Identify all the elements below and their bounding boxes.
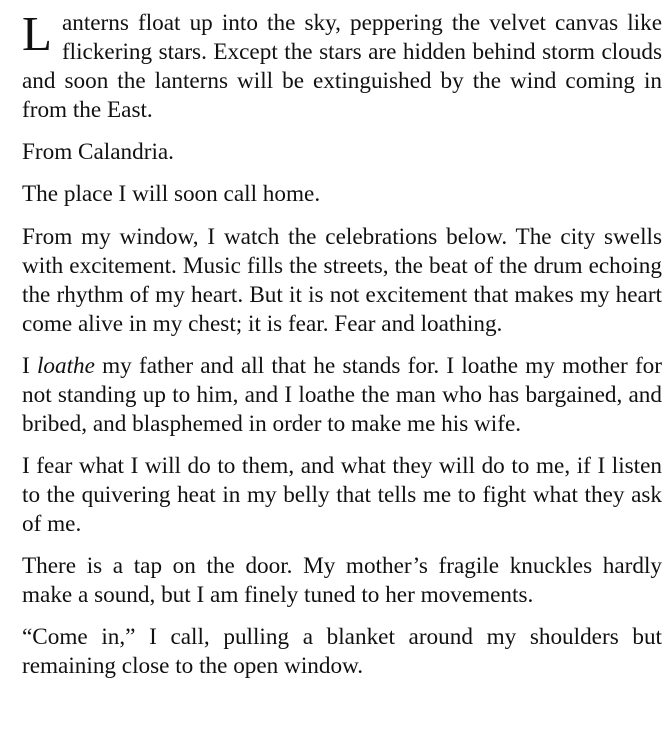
paragraph-text-before: I (22, 352, 37, 379)
paragraph-text: From Calandria. (22, 139, 174, 166)
paragraph-text: “Come in,” I call, pulling a blanket around my shoulders but remaining close to the open window. (22, 624, 662, 680)
paragraph-tap-door (22, 552, 662, 610)
paragraph-from-calandria (22, 138, 662, 167)
emphasis-text: loathe (36, 352, 95, 379)
paragraph-opening (22, 6, 662, 125)
paragraph-text: anterns float up into the sky, peppering the velvet canvas like flickering stars. Except the stars are hidden behind storm clouds and soon the lanterns will be extinguished by the wind coming in from the East. (22, 10, 662, 123)
paragraph-text: From my window, I watch the celebrations below. The city swells with excitement. Music fills the streets, the beat of the drum echoing the rhythm of my heart. But it is not excitement that makes my heart come alive in my chest; it is fear. Fear and loathing. (22, 223, 662, 337)
document-page (22, 6, 662, 695)
paragraph-text: The place I will soon call home. (22, 181, 321, 208)
paragraph-fear (22, 452, 662, 539)
paragraph-window-celebrations (22, 223, 662, 339)
paragraph-text: There is a tap on the door. My mother’s fragile knuckles hardly make a sound, but I am finely tuned to her movements. (22, 553, 662, 609)
drop-cap-letter: L (22, 6, 52, 61)
paragraph-text-after: my father and all that he stands for. I loathe my mother for not standing up to him, and I loathe the man who has bargained, and bribed, and blasphemed in order to make me his wife. (22, 352, 662, 437)
paragraph-loathe (22, 352, 662, 439)
paragraph-come-in (22, 623, 662, 681)
paragraph-text: I fear what I will do to them, and what they will do to me, if I listen to the quivering heat in my belly that tells me to fight what they ask of me. (22, 452, 662, 537)
paragraph-place-home (22, 180, 662, 209)
